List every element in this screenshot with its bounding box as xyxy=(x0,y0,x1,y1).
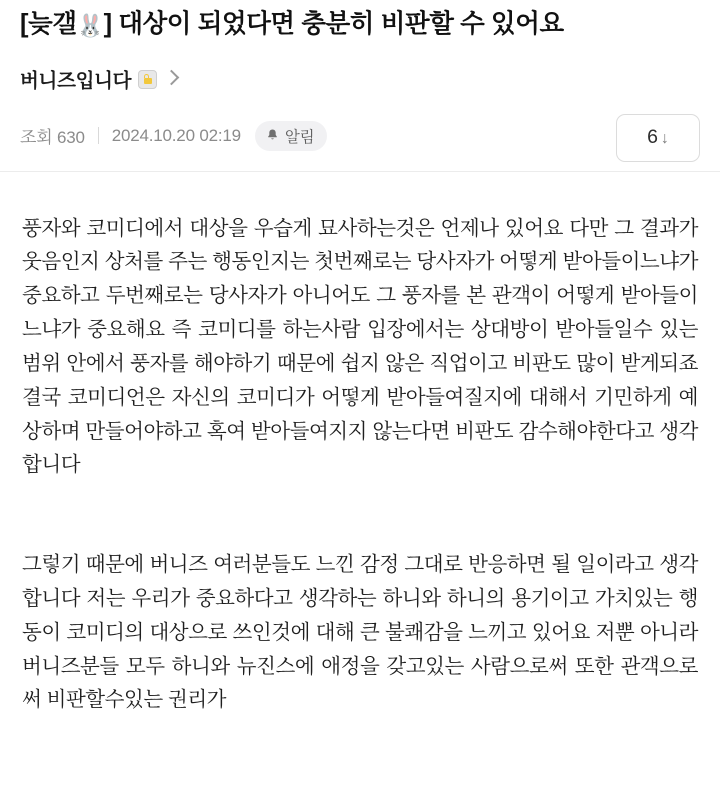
post-paragraph: 그렇기 때문에 버니즈 여러분들도 느낀 감정 그대로 반응하면 될 일이라고 생각합니다 저는 우리가 중요하다고 생각하는 하니와 하니의 용기이고 가치있는 행동이 코미디의 대상으로 쓰인것에 대해 큰 불쾌감을 느끼고 있어요 저뿐 아니라 버니즈분들 모두 하니와 뉴진스에 애정을 갖고있는 사람으로써 또한 관객으로써 비판할수있는 권리가 xyxy=(22,553,698,712)
comment-count-button[interactable] xyxy=(616,114,700,162)
lock-icon xyxy=(138,70,157,89)
chevron-right-icon[interactable] xyxy=(164,70,180,86)
author-name[interactable]: 버니즈입니다 xyxy=(20,69,132,92)
post-paragraph: 풍자와 코미디에서 대상을 우습게 묘사하는것은 언제나 있어요 다만 그 결과가 웃음인지 상처를 주는 행동인지는 첫번째로는 당사자가 어떻게 받아들이느냐가 중요하고 두번째로는 당사자가 아니어도 그 풍자를 본 관객이 어떻게 받아들이느냐가 중요해요 즉 코미디를 하는사람 입장에서는 상대방이 받아들일수 있는 범위 안에서 풍자를 해야하기 때문에 쉽지 않은 직업이고 비판도 많이 받게되죠 결국 코미디언은 자신의 코미디가 어떻게 받아들여질지에 대해서 기민하게 예상하며 만들어야하고 혹여 받아들여지지 않는다면 비판도 감수해야한다고 생각합니다 xyxy=(22,216,698,477)
rabbit-emoji-icon: 🐰 xyxy=(76,13,104,38)
post-timestamp: 2024.10.20 02:19 xyxy=(111,125,241,145)
meta-divider xyxy=(98,127,99,144)
view-count: 조회 630 xyxy=(20,128,85,148)
comment-count-value: 6 xyxy=(647,126,658,149)
alarm-label: 알림 xyxy=(284,128,315,146)
alarm-button[interactable] xyxy=(255,121,328,151)
post-body xyxy=(0,212,720,718)
post-title-text: ] 대상이 되었다면 충분히 비판할 수 있어요 xyxy=(103,10,564,38)
author-row[interactable] xyxy=(20,65,700,93)
bell-icon xyxy=(265,128,280,143)
chevron-down-icon: ↓ xyxy=(660,129,669,147)
page-title xyxy=(20,6,700,41)
post-title-prefix: [늦갤 xyxy=(20,10,77,38)
post-meta xyxy=(0,115,720,157)
header-divider xyxy=(0,171,720,172)
post-header xyxy=(0,0,720,93)
